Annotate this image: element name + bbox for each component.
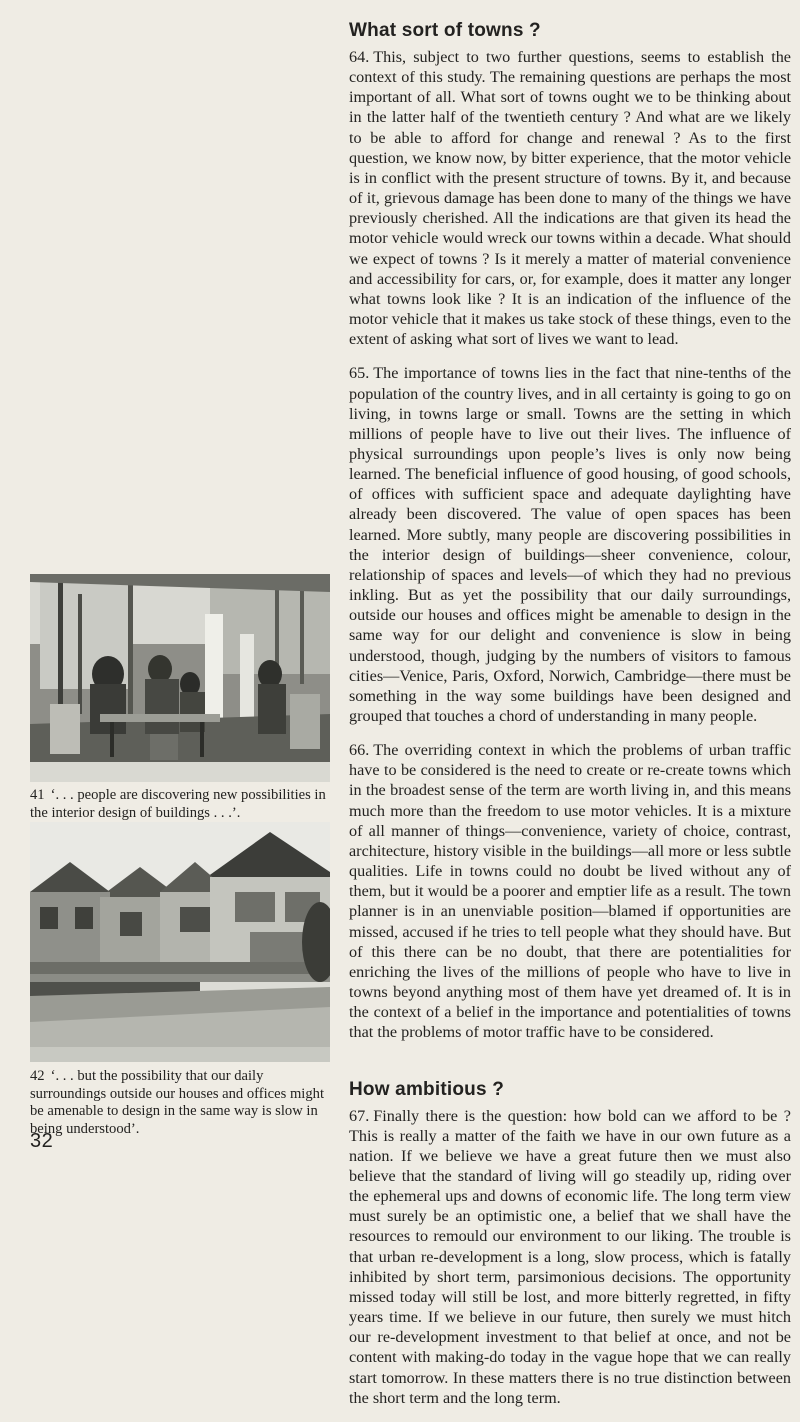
paragraph-text: This, subject to two further questions, seems to establish the context of this study. The remaining questions are perhaps the most important of all. What sort of towns ought we to be thinking about in the latter half of the twentieth century ? And what are we likely to be able to afford for change and renewal ? As to the first question, we know now, by bitter experience, that the motor vehicle is in conflict with the present structure of towns. By it, and because of it, grievous damage has been done to many of the things we have previously cherished. All the indications are that given its head the motor vehicle would wreck our towns within a decade. What should we expect of towns ? Is it merely a matter of material convenience and accessibility for cars, or, for example, does it matter any longer what towns look like ? It is an indication of the influence of the motor vehicle that it makes us take stock of these things, even to the extent of asking what sort of lives we want to lead. — [349, 48, 791, 349]
paragraph-number: 64. — [349, 48, 370, 66]
figure-42-caption-text: ‘. . . but the possibility that our daily surroundings outside our houses and offices might be amenable to design in the same way is slow in being understood’. — [30, 1068, 325, 1137]
figure-41-caption — [30, 787, 330, 822]
left-column — [0, 0, 335, 1176]
paragraph-65 — [349, 363, 791, 726]
paragraph-64 — [349, 47, 791, 349]
figure-41-number: 41 — [30, 787, 45, 803]
right-column — [349, 20, 791, 1422]
paragraph-text: Finally there is the question: how bold can we afford to be ? This is really a matter of the faith we have in our own future as a nation. If we believe we have a great future then we must also believe that the standard of living will go steadily up, riding over the ephemeral ups and downs of economic life. The long term view must surely be an optimistic one, a belief that we shall have the resources to remould our environment to our liking. The trouble is that urban re-development is a long, slow process, which is fatally inhibited by short term, parsimonious decisions. The opportunity missed today will still be lost, and more bitterly regretted, in fifty years time. If we believe in our future, then surely we must hitch our re-development investment to that belief at once, and not be content with making-do today in the vague hope that we can really start tomorrow. In these matters there is no true distinction between the short term and the long term. — [349, 1106, 791, 1407]
figure-42-photo — [30, 822, 330, 1062]
paragraph-66 — [349, 740, 791, 1042]
paragraph-number: 65. — [349, 364, 370, 383]
paragraph-text: The importance of towns lies in the fact that nine-tenths of the population of the country lives, and in all certainty is going to go on living, in towns large or small. Towns are the setting in which millions of people have to live out their lives. The influence of physical surroundings upon people’s lives is only now being learned. The beneficial influence of good housing, of good schools, of offices with sufficient space and adequate daylighting have already been discovered. The value of open spaces has been learned. More subtly, many people are discovering possibilities in the interior design of buildings—sheer convenience, colour, relationship of spaces and levels—of which they had no previous inkling. But as yet the possibility that our daily surroundings, outside our houses and offices might be amenable to design in the same way for our delight and convenience is slow in being understood, though, judging by the numbers of visitors to famous cities—Venice, Paris, Oxford, Norwich, Cambridge—there must be something in the way some buildings have been designed and grouped that touches a chord of understanding in many people. — [349, 364, 791, 725]
paragraph-number: 66. — [349, 741, 370, 760]
paragraph-67 — [349, 1106, 791, 1408]
page-number: 32 — [30, 1130, 54, 1152]
section-heading-ambitious: How ambitious ? — [349, 1078, 504, 1100]
section-heading-towns: What sort of towns ? — [349, 20, 541, 41]
section-spacer — [349, 1057, 791, 1079]
paragraph-number: 67. — [349, 1106, 370, 1125]
figure-42-number: 42 — [30, 1068, 45, 1084]
figure-42-caption — [30, 1068, 330, 1138]
paragraph-text: The overriding context in which the problems of urban traffic have to be considered is the need to create or re-create towns which in the broadest sense of the term are worth living in, and this means much more than the freedom to use motor vehicles. It is a mixture of all manner of things—convenience, variety of choice, contrast, architecture, history visible in the buildings—all more or less subtle qualities. Life in towns could no doubt be lived without any of them, but it would be a poorer and emptier life as a result. The town planner is in an unenviable position—blamed if opportunities are missed, accused if he tries to tell people what they should have. But of this there can be no doubt, that there are potentialities for enriching the lives of the millions of people who have to live in towns beyond anything most of them have yet dreamed of. It is in the context of a belief in the importance and potentialities of towns that the problems of motor traffic have to be considered. — [349, 741, 791, 1042]
figure-41-photo — [30, 574, 330, 782]
figure-41-caption-text: ‘. . . people are discovering new possibilities in the interior design of buildings . . .’. — [30, 787, 326, 821]
